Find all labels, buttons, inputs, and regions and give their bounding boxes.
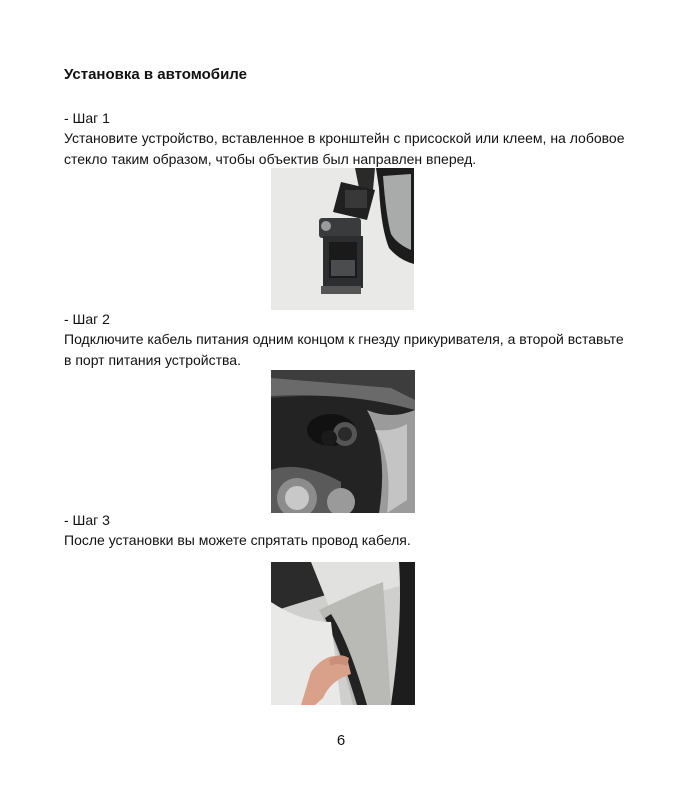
page-number: 6 (336, 732, 346, 749)
step-3-photo-hide-cable (271, 562, 415, 705)
step-2-text: Подключите кабель питания одним концом к гнезду прикуривателя, а второй вставьте в порт питания устройства. (64, 331, 624, 368)
step-3-text: После установки вы можете спрятать провод кабеля. (64, 532, 411, 548)
page-heading: Установка в автомобиле (64, 66, 247, 83)
step-2-photo-cigarette-lighter (271, 370, 415, 513)
step-1-label: - Шаг 1 (64, 110, 110, 126)
step-2-label: - Шаг 2 (64, 311, 110, 327)
step-1-text: Установите устройство, вставленное в кронштейн с присоской или клеем, на лобовое стекло таким образом, чтобы объектив был направлен вперед. (64, 130, 625, 167)
step-1-photo-windshield-mount (271, 168, 414, 310)
step-3-label: - Шаг 3 (64, 512, 110, 528)
